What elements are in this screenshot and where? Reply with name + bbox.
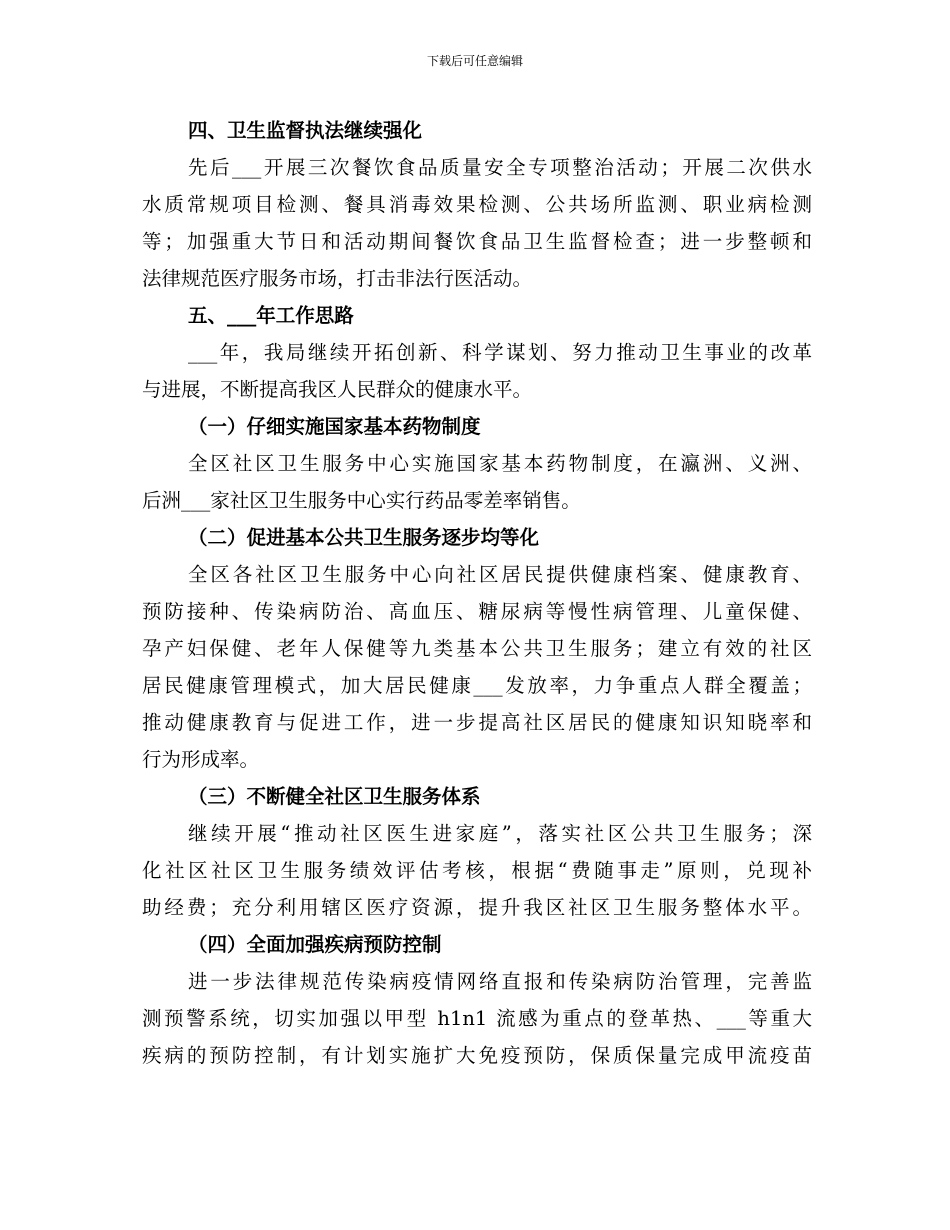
paragraph-line: 后洲___家社区卫生服务中心实行药品零差率销售。 [142,489,581,512]
page-header: 下载后可任意编辑 [426,54,523,68]
paragraph-line: 孕产妇保健、老年人保健等九类基本公共卫生服务；建立有效的社区 [142,637,812,660]
paragraph-line: 水质常规项目检测、餐具消毒效果检测、公共场所监测、职业病检测 [142,193,812,216]
paragraph-line: 等；加强重大节日和活动期间餐饮食品卫生监督检查；进一步整顿和 [142,230,812,253]
paragraph-line: 推动健康教育与促进工作，进一步提高社区居民的健康知识知晓率和 [142,711,812,734]
paragraph-line: 测预警系统，切实加强以甲型 h1n1 流感为重点的登革热、___等重大 [142,1007,812,1030]
paragraph-line: 预防接种、传染病防治、高血压、糖尿病等慢性病管理、儿童保健、 [142,600,812,623]
paragraph-line: 进一步法律规范传染病疫情网络直报和传染病防治管理，完善监 [188,970,812,993]
paragraph-line: 助经费；充分利用辖区医疗资源，提升我区社区卫生服务整体水平。 [142,896,812,919]
paragraph-line: 继续开展“推动社区医生进家庭”，落实社区公共卫生服务；深 [188,822,812,845]
paragraph-line: 与进展，不断提高我区人民群众的健康水平。 [142,378,533,401]
paragraph-line: 全区各社区卫生服务中心向社区居民提供健康档案、健康教育、 [188,563,812,586]
section-heading: （四）全面加强疾病预防控制 [188,933,442,956]
section-heading: （三）不断健全社区卫生服务体系 [188,785,481,808]
paragraph-line: 先后___开展三次餐饮食品质量安全专项整治活动；开展二次供水 [188,156,812,179]
paragraph-line: 行为形成率。 [142,748,260,771]
section-heading: （二）促进基本公共卫生服务逐步均等化 [188,526,540,549]
paragraph-line: ___年，我局继续开拓创新、科学谋划、努力推动卫生事业的改革 [188,341,812,364]
paragraph-line: 居民健康管理模式，加大居民健康___发放率，力争重点人群全覆盖； [142,674,812,697]
document-body [142,112,812,1074]
paragraph-line: 全区社区卫生服务中心实施国家基本药物制度，在瀛洲、义洲、 [188,452,812,475]
paragraph-line: 化社区社区卫生服务绩效评估考核，根据“费随事走”原则，兑现补 [142,859,812,882]
paragraph-line: 法律规范医疗服务市场，打击非法行医活动。 [142,267,533,290]
paragraph-line: 疾病的预防控制，有计划实施扩大免疫预防，保质保量完成甲流疫苗 [142,1044,812,1067]
section-heading: 五、___年工作思路 [188,304,354,327]
section-heading: 四、卫生监督执法继续强化 [188,119,423,142]
section-heading: （一）仔细实施国家基本药物制度 [188,415,481,438]
